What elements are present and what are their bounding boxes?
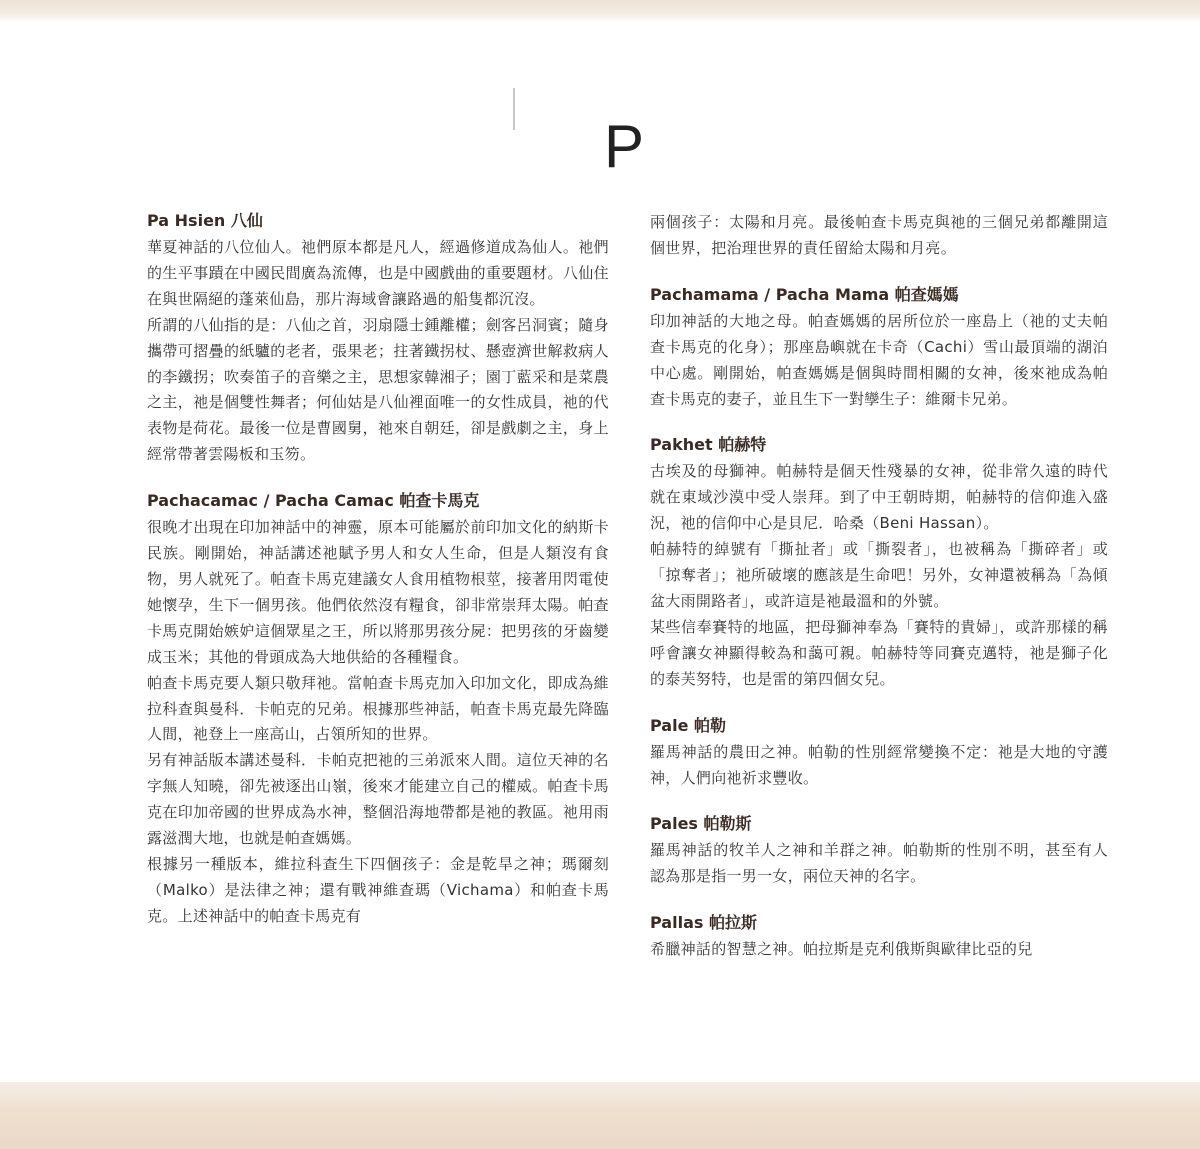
entry-paragraph: 另有神話版本講述曼科．卡帕克把祂的三弟派來人間。這位天神的名字無人知曉，卻先被逐出山嶺，後來才能建立自己的權威。帕查卡馬克在印加帝國的世界成為水神，整個沿海地帶都是祂的教區。祂用雨露滋潤大地，也就是帕查媽媽。 [147,751,609,848]
entry-heading: Pales 帕勒斯 [650,814,752,834]
entry-pachacamac [147,490,609,930]
entry-pa-hsien [147,210,609,468]
scan-bottom-edge [0,1082,1200,1149]
entry-pachamama [650,284,1108,413]
entry-paragraph: 古埃及的母獅神。帕赫特是個天性殘暴的女神，從非常久遠的時代就在東域沙漠中受人崇拜。到了中王朝時期，帕赫特的信仰進入盛況，祂的信仰中心是貝尼．哈桑（Beni Hassan）。 [650,462,1108,533]
entry-heading: Pale 帕勒 [650,715,727,735]
entry-paragraph: 兩個孩子：太陽和月亮。最後帕查卡馬克與祂的三個兄弟都離開這個世界，把治理世界的責任留給太陽和月亮。 [650,213,1108,257]
entry-paragraph: 華夏神話的八位仙人。祂們原本都是凡人，經過修道成為仙人。祂們的生平事蹟在中國民間廣為流傳，也是中國戲曲的重要題材。八仙住在與世隔絕的蓬萊仙島，那片海域會讓路過的船隻都沉沒。 [147,238,609,308]
entry-pales [650,813,1108,890]
entry-heading: Pachacamac / Pacha Camac 帕查卡馬克 [147,491,480,511]
entry-pakhet [650,434,1108,692]
entry-paragraph: 羅馬神話的農田之神。帕勒的性別經常變換不定：祂是大地的守護神，人們向祂祈求豐收。 [650,742,1108,787]
entry-paragraph: 某些信奉賽特的地區，把母獅神奉為「賽特的貴婦」，或許那樣的稱呼會讓女神顯得較為和藹可親。帕赫特等同賽克邁特，祂是獅子化的泰芙努特，也是雷的第四個女兒。 [650,617,1108,688]
left-column [147,210,609,930]
entry-heading: Pallas 帕拉斯 [650,913,757,933]
entry-continuation [650,210,1108,262]
entry-pale [650,715,1108,792]
entry-paragraph: 所謂的八仙指的是：八仙之首，羽扇隱士鍾離權；劍客呂洞賓；隨身攜帶可摺疊的紙驢的老者，張果老；拄著鐵拐杖、懸壺濟世解救病人的李鐵拐；吹奏笛子的音樂之主，思想家韓湘子；園丁藍采和是菜農之主，祂是個雙性舞者；何仙姑是八仙裡面唯一的女性成員，祂的代表物是荷花。最後一位是曹國舅，祂來自朝廷，卻是戲劇之主，身上經常帶著雲陽板和玉笏。 [147,315,609,464]
entry-pallas [650,912,1108,963]
section-letter: P [604,113,645,180]
page-fold-mark [513,88,515,130]
entry-paragraph: 希臘神話的智慧之神。帕拉斯是克利俄斯與歐律比亞的兒 [650,940,1033,959]
right-column [650,210,1108,963]
entry-heading: Pachamama / Pacha Mama 帕查媽媽 [650,284,959,304]
entry-paragraph: 根據另一種版本，維拉科查生下四個孩子：金是乾旱之神；瑪爾刻（Malko）是法律之神；還有戰神維查瑪（Vichama）和帕查卡馬克。上述神話中的帕查卡馬克有 [147,854,609,925]
entry-paragraph: 很晚才出現在印加神話中的神靈，原本可能屬於前印加文化的納斯卡民族。剛開始，神話講述祂賦予男人和女人生命，但是人類沒有食物，男人就死了。帕查卡馬克建議女人食用植物根莖，接著用閃電使她懷孕，生下一個男孩。他們依然沒有糧食，卻非常崇拜太陽。帕查卡馬克開始嫉妒這個眾星之王，所以將那男孩分屍：把男孩的牙齒變成玉米；其他的骨頭成為大地供給的各種糧食。 [147,518,609,666]
entry-paragraph: 帕赫特的綽號有「撕扯者」或「撕裂者」，也被稱為「撕碎者」或「掠奪者」；祂所破壞的應該是生命吧！另外，女神還被稱為「為傾盆大雨開路者」，或許這是祂最溫和的外號。 [650,540,1108,610]
entry-paragraph: 帕查卡馬克要人類只敬拜祂。當帕查卡馬克加入印加文化，即成為維拉科查與曼科．卡帕克的兄弟。根據那些神話，帕查卡馬克最先降臨人間，祂登上一座高山，占領所知的世界。 [147,673,609,744]
entry-paragraph: 羅馬神話的牧羊人之神和羊群之神。帕勒斯的性別不明，甚至有人認為那是指一男一女，兩位天神的名字。 [650,841,1108,886]
entry-paragraph: 印加神話的大地之母。帕查媽媽的居所位於一座島上（祂的丈夫帕查卡馬克的化身）；那座島嶼就在卡奇（Cachi）雪山最頂端的湖泊中心處。剛開始，帕查媽媽是個與時間相關的女神，後來祂成為帕查卡馬克的妻子，並且生下一對孿生子：維爾卡兄弟。 [650,311,1108,408]
entry-heading: Pa Hsien 八仙 [147,211,263,230]
entry-heading: Pakhet 帕赫特 [650,435,767,455]
scan-top-edge [0,0,1200,22]
